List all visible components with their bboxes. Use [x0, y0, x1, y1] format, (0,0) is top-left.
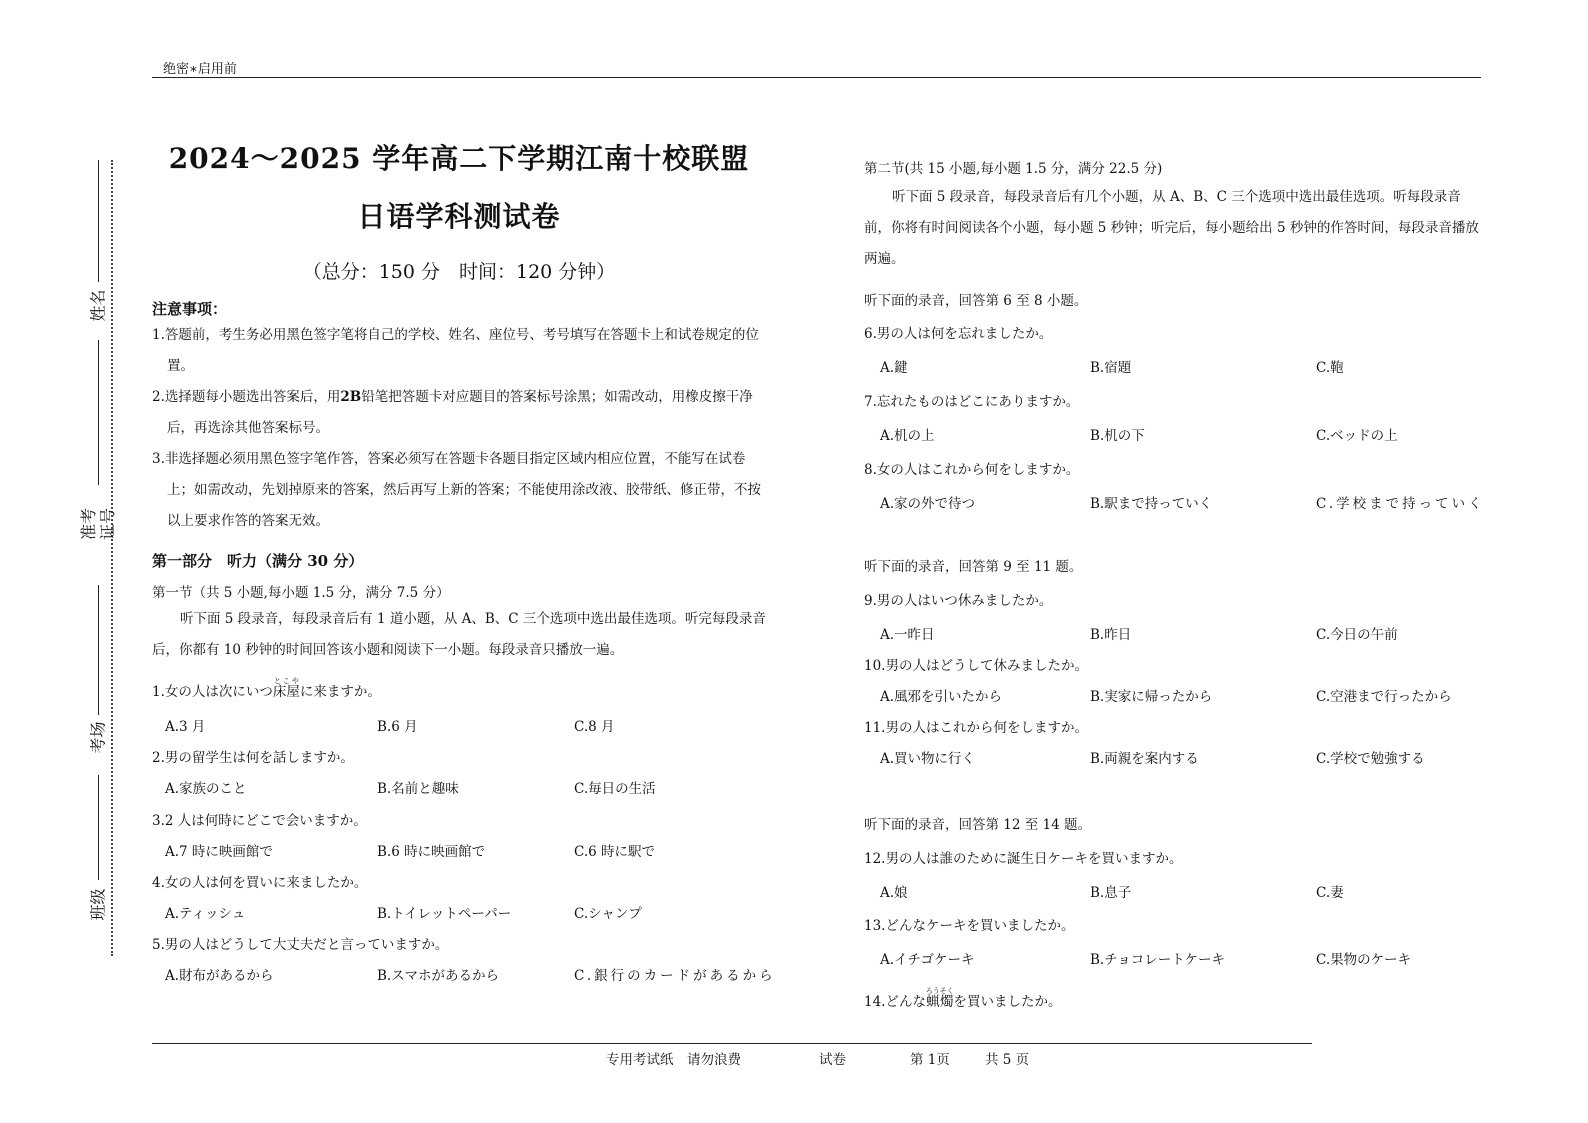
q10-option-a: A.風邪を引いたから	[880, 689, 1003, 705]
q11-option-c: C.学校で勉強する	[1316, 751, 1425, 767]
q3-option-a: A.7 時に映画館で	[165, 844, 273, 860]
notice-item-1: 1.答题前，考生务必用黑色签字笔将自己的学校、姓名、座位号、考号填写在答题卡上和试卷规定的位置。	[152, 327, 759, 374]
q7-option-a: A.机の上	[880, 428, 935, 444]
q5-option-c: C.銀行のカードがあるから	[574, 968, 776, 984]
notice-item-3: 3.非选择题必须用黑色签字笔作答，答案必须写在答题卡各题目指定区域内相应位置，不能写在试卷上；如需改动，先划掉原来的答案，然后再写上新的答案；不能使用涂改液、胶带纸、修正带，不按以上要求作答的答案无效。	[152, 451, 761, 529]
q8-option-c: C.学校まで持っていく	[1316, 496, 1485, 512]
name-label: 姓名	[88, 289, 108, 322]
q6-option-b: B.宿題	[1090, 360, 1132, 376]
q4-option-a: A.ティッシュ	[165, 906, 246, 922]
question-10: 10.男の人はどうして休みましたか。	[864, 658, 1088, 674]
q10-option-c: C.空港まで行ったから	[1316, 689, 1452, 705]
exam-subject-title: 日语学科测试卷	[357, 200, 561, 233]
footer-rule	[152, 1043, 1312, 1044]
notice-item-2: 2.选择题每小题选出答案后，用2B铅笔把答题卡对应题目的答案标号涂黑；如需改动，用橡皮擦干净后，再选涂其他答案标号。	[152, 389, 753, 436]
q9-option-a: A.一昨日	[880, 627, 935, 643]
question-1: 1.女の人は次にいつ床屋とこやに来ますか。	[152, 677, 381, 700]
room-fill-line	[98, 585, 99, 715]
question-4: 4.女の人は何を買いに来ましたか。	[152, 875, 368, 891]
name-fill-line	[98, 160, 99, 282]
group1-instruction: 听下面的录音，回答第 6 至 8 小题。	[864, 293, 1088, 309]
q12-option-b: B.息子	[1090, 885, 1132, 901]
q7-option-c: C.ベッドの上	[1316, 428, 1398, 444]
q13-option-c: C.果物のケーキ	[1316, 952, 1412, 968]
section1-intro: 听下面 5 段录音，每段录音后有 1 道小题，从 A、B、C 三个选项中选出最佳选项。听完每段录音后，你都有 10 秒钟的时间回答该小题和阅读下一小题。每段录音只播放一遍。	[152, 611, 766, 658]
q10-option-b: B.実家に帰ったから	[1090, 689, 1213, 705]
question-5: 5.男の人はどうして大丈夫だと言っていますか。	[152, 937, 449, 953]
q5-option-a: A.財布があるから	[165, 968, 274, 984]
confidential-label: 绝密∗启用前	[163, 62, 237, 77]
q12-option-c: C.妻	[1316, 885, 1344, 901]
question-11: 11.男の人はこれから何をしますか。	[864, 720, 1088, 736]
ticket-label: 准考证号	[79, 508, 117, 541]
q2-option-a: A.家族のこと	[165, 781, 247, 797]
question-13: 13.どんなケーキを買いましたか。	[864, 918, 1075, 934]
q11-option-b: B.両親を案内する	[1090, 751, 1199, 767]
q9-option-b: B.昨日	[1090, 627, 1132, 643]
question-3: 3.2 人は何時にどこで会いますか。	[152, 813, 367, 829]
notice-list	[152, 320, 772, 537]
class-fill-line	[98, 775, 99, 880]
q1-option-c: C.8 月	[574, 719, 615, 735]
notice-heading: 注意事项：	[152, 300, 228, 318]
q4-option-b: B.トイレットペーパー	[377, 906, 512, 922]
question-14: 14.どんな蝋燭ろうそくを買いましたか。	[864, 987, 1062, 1010]
q6-option-a: A.鍵	[880, 360, 908, 376]
exam-info: （总分：150 分 时间：120 分钟）	[302, 261, 616, 283]
q6-option-c: C.鞄	[1316, 360, 1344, 376]
footer-paper-type: 试卷	[819, 1052, 846, 1068]
q13-option-b: B.チョコレートケーキ	[1090, 952, 1226, 968]
question-6: 6.男の人は何を忘れましたか。	[864, 326, 1053, 342]
q8-option-b: B.駅まで持っていく	[1090, 496, 1213, 512]
q9-option-c: C.今日の午前	[1316, 627, 1398, 643]
question-2: 2.男の留学生は何を話しますか。	[152, 750, 354, 766]
q3-option-c: C.6 時に駅で	[574, 844, 656, 860]
q4-option-c: C.シャンプ	[574, 906, 642, 922]
class-label: 班级	[88, 888, 108, 921]
group3-instruction: 听下面的录音，回答第 12 至 14 题。	[864, 817, 1092, 833]
q2-option-c: C.毎日の生活	[574, 781, 656, 797]
section1-heading: 第一节（共 5 小题,每小题 1.5 分，满分 7.5 分）	[152, 585, 450, 601]
question-7: 7.忘れたものはどこにありますか。	[864, 394, 1080, 410]
exam-title: 2024～2025 学年高二下学期江南十校联盟	[168, 142, 750, 175]
q8-option-a: A.家の外で待つ	[880, 496, 976, 512]
footer-page-total: 共 5 页	[985, 1052, 1030, 1068]
q7-option-b: B.机の下	[1090, 428, 1145, 444]
question-8: 8.女の人はこれから何をしますか。	[864, 462, 1080, 478]
room-label: 考场	[88, 721, 108, 754]
binding-dotted-line	[111, 160, 113, 956]
q13-option-a: A.イチゴケーキ	[880, 952, 975, 968]
section2-intro: 听下面 5 段录音，每段录音后有几个小题，从 A、B、C 三个选项中选出最佳选项。听每段录音前，你将有时间阅读各个小题，每小题 5 秒钟；听完后，每小题给出 5 秒钟的作答时间，每段录音播放两遍。	[864, 189, 1479, 267]
ticket-fill-line	[98, 340, 99, 485]
group2-instruction: 听下面的录音，回答第 9 至 11 题。	[864, 559, 1083, 575]
section2-heading: 第二节(共 15 小题,每小题 1.5 分，满分 22.5 分)	[864, 161, 1163, 177]
question-9: 9.男の人はいつ休みましたか。	[864, 593, 1053, 609]
q12-option-a: A.娘	[880, 885, 908, 901]
question-12: 12.男の人は誰のために誕生日ケーキを買いますか。	[864, 851, 1183, 867]
footer-paper-note: 专用考试纸 请勿浪费	[606, 1052, 741, 1068]
q5-option-b: B.スマホがあるから	[377, 968, 499, 984]
header-rule	[152, 77, 1481, 78]
q2-option-b: B.名前と趣味	[377, 781, 459, 797]
footer-page-current: 第 1页	[910, 1052, 950, 1068]
q3-option-b: B.6 時に映画館で	[377, 844, 486, 860]
q1-option-b: B.6 月	[377, 719, 418, 735]
q1-option-a: A.3 月	[165, 719, 206, 735]
q11-option-a: A.買い物に行く	[880, 751, 976, 767]
part1-heading: 第一部分 听力（满分 30 分）	[152, 552, 364, 570]
